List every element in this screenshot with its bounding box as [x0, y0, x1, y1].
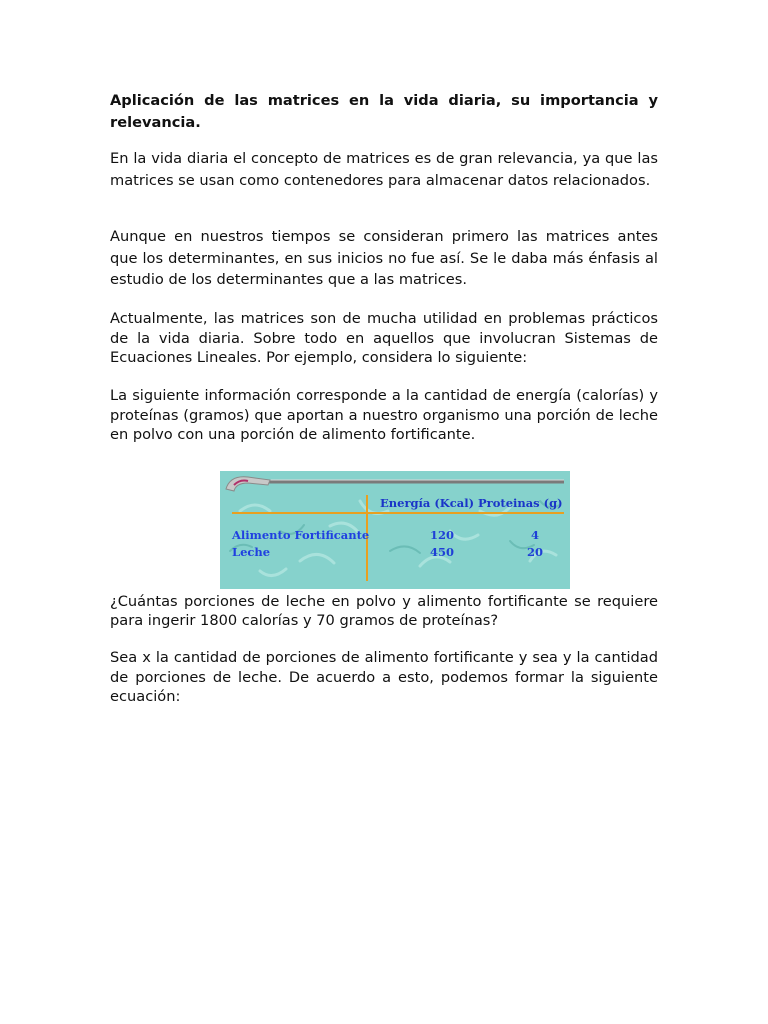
header-energy: Energía (Kcal)	[380, 496, 475, 510]
cell-alimento-protein: 4	[530, 528, 539, 542]
row-label-leche: Leche	[232, 545, 271, 559]
cell-alimento-energy: 120	[429, 528, 454, 542]
row-label-alimento: Alimento Fortificante	[232, 528, 370, 542]
paragraph-3: Actualmente, las matrices son de mucha utilidad en problemas prácticos de la vida diaria. Sobre todo en aquellos que involucran Sistemas de Ecuaciones Lineales. Por ejemplo, considera lo siguiente:	[110, 310, 658, 366]
cell-leche-energy: 450	[429, 545, 454, 559]
paragraph-2: Aunque en nuestros tiempos se consideran primero las matrices antes que los determinantes, en sus inicios no fue así. Se le daba más énfasis al estudio de los determinantes que a las matrices.	[110, 228, 658, 288]
cell-leche-protein: 20	[526, 545, 543, 559]
paragraph-question: ¿Cuántas porciones de leche en polvo y alimento fortificante se requiere para ingerir 1800 calorías y 70 gramos de proteínas?	[110, 593, 658, 629]
header-protein: Proteinas (g)	[478, 496, 563, 510]
paragraph-4: La siguiente información corresponde a la cantidad de energía (calorías) y proteínas (gramos) que aportan a nuestro organismo una porción de leche en polvo con una porción de alimento fortificante.	[110, 387, 658, 443]
title-period: .	[195, 114, 201, 131]
document-title	[110, 90, 658, 134]
title-text: Aplicación de las matrices en la vida diaria, su importancia y relevancia	[110, 92, 658, 131]
paragraph-1: En la vida diaria el concepto de matrices es de gran relevancia, ya que las matrices se usan como contenedores para almacenar datos relacionados.	[110, 150, 658, 189]
nutrition-table-image	[220, 471, 570, 589]
paragraph-equation-intro: Sea x la cantidad de porciones de alimento fortificante y sea y la cantidad de porciones de leche. De acuerdo a esto, podemos formar la siguiente ecuación:	[110, 649, 658, 705]
